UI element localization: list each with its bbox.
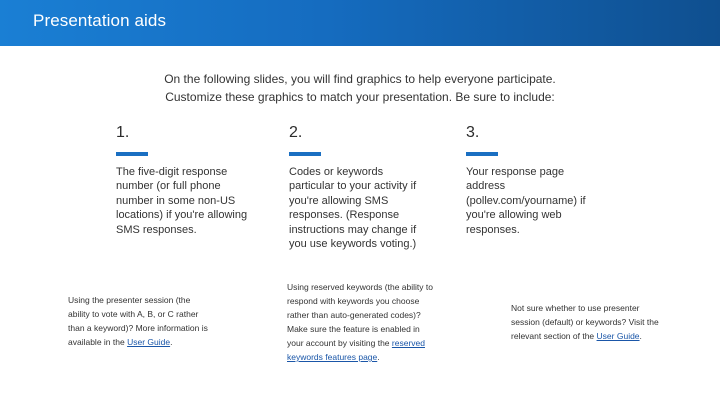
note-text: Using reserved keywords (the ability to respond with keywords you choose rather than auto-generated codes)? Make sure the feature is enabled in your account by visiting the (287, 282, 433, 348)
note-presenter-session (68, 293, 212, 349)
note-suffix: . (639, 331, 642, 341)
reserved-keywords-link[interactable]: reserved keywords features page (287, 338, 425, 362)
note-text: Using the presenter session (the ability to vote with A, B, or C rather than a keyword)? More information is available in the (68, 295, 208, 347)
intro-line-2: Customize these graphics to match your presentation. Be sure to include: (165, 90, 555, 104)
note-suffix: . (377, 352, 380, 362)
intro-line-1: On the following slides, you will find graphics to help everyone participate. (164, 72, 556, 86)
accent-bar-3 (466, 152, 498, 156)
step-number-2: 2. (289, 124, 303, 141)
note-suffix: . (170, 337, 173, 347)
step-number-1: 1. (116, 124, 130, 141)
note-presenter-vs-keywords (511, 301, 659, 343)
note-reserved-keywords (287, 280, 437, 364)
user-guide-link[interactable]: User Guide (127, 337, 171, 347)
accent-bar-1 (116, 152, 148, 156)
intro-text (100, 70, 620, 106)
step-description-2: Codes or keywords particular to your activity if you're allowing SMS responses. (Response instructions may change if you use keywords voting.) (289, 166, 417, 251)
step-number-3: 3. (466, 124, 480, 141)
step-description-3: Your response page address (pollev.com/yourname) if you're allowing web responses. (466, 166, 586, 236)
page-title: Presentation aids (33, 11, 167, 30)
step-description-1: The five-digit response number (or full phone number in some non-US locations) if you're allowing SMS responses. (116, 166, 248, 236)
user-guide-link-2[interactable]: User Guide (596, 331, 640, 341)
note-text: Not sure whether to use presenter session (default) or keywords? Visit the relevant section of the (511, 303, 659, 341)
accent-bar-2 (289, 152, 321, 156)
title-banner (0, 0, 720, 46)
